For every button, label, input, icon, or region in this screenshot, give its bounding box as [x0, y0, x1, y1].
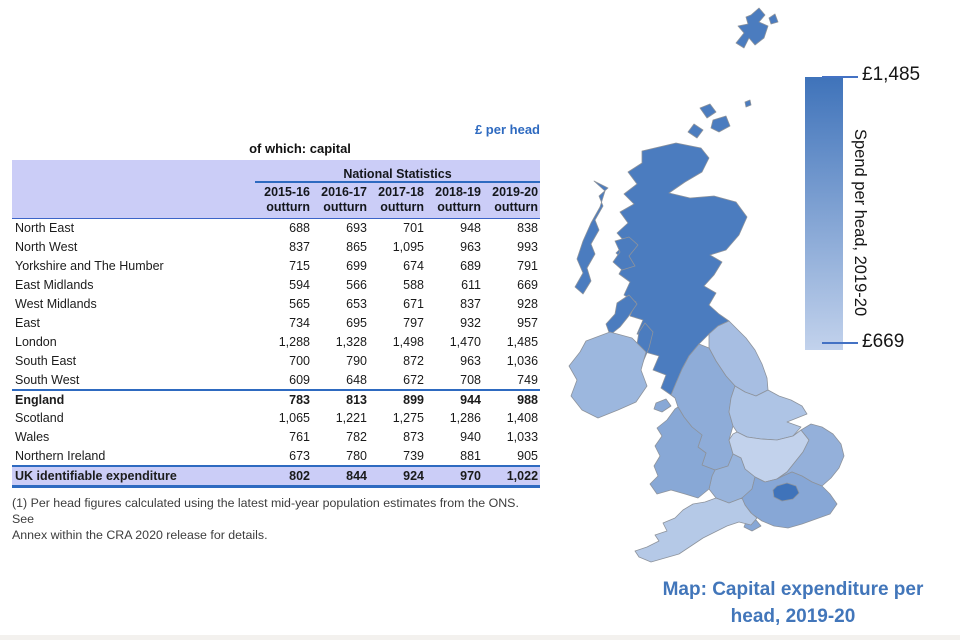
- value-cell: 700: [289, 354, 310, 368]
- map-region-scotland-orkney: [688, 104, 730, 138]
- value-cell: 1,288: [278, 335, 310, 349]
- region-name: Scotland: [15, 411, 64, 425]
- col-header-2018-19: 2018-19 outturn: [426, 182, 483, 219]
- legend-min-label: £669: [862, 331, 905, 352]
- value-cell: 790: [346, 354, 367, 368]
- table-row: [12, 390, 540, 409]
- value-cell: 1,286: [449, 411, 481, 425]
- value-cell: 648: [346, 372, 367, 387]
- table-row: [12, 238, 540, 257]
- map-region-wales-anglesey: [654, 399, 671, 412]
- value-cell: 672: [403, 372, 424, 387]
- table-row: [12, 352, 540, 371]
- bottom-edge: [0, 635, 960, 640]
- region-name: North West: [15, 240, 78, 254]
- value-cell: 699: [346, 259, 367, 273]
- table-row: [12, 428, 540, 447]
- group-header-row: [12, 160, 540, 182]
- value-cell: 715: [289, 259, 310, 273]
- footnote-line1: (1) Per head figures calculated using the latest mid-year population estimates from the ONS. See: [12, 496, 519, 526]
- value-cell: 609: [289, 372, 310, 387]
- legend-axis-label: Spend per head, 2019-20: [851, 128, 869, 317]
- map-region-scotland-hebrides: [575, 181, 608, 294]
- value-cell: 837: [460, 297, 481, 311]
- legend-tick-min: [822, 342, 858, 344]
- col-header-2015-16: 2015-16 outturn: [255, 182, 312, 219]
- value-cell: 653: [346, 297, 367, 311]
- value-cell: 988: [483, 390, 540, 409]
- value-cell: 932: [460, 316, 481, 330]
- value-cell: 1,095: [392, 240, 424, 254]
- table-row: [12, 219, 540, 238]
- value-cell: 674: [403, 259, 424, 273]
- footnote-line2: Annex within the CRA 2020 release for details.: [12, 528, 268, 542]
- value-cell: 837: [289, 240, 310, 254]
- value-cell: 1,470: [449, 335, 481, 349]
- value-cell: 993: [517, 240, 539, 254]
- value-cell: 688: [289, 221, 310, 236]
- legend-max-label: £1,485: [862, 64, 921, 85]
- table-row: [12, 295, 540, 314]
- value-cell: 734: [289, 316, 310, 330]
- value-cell: 739: [403, 448, 424, 463]
- value-cell: 970: [426, 466, 483, 487]
- value-cell: 1,498: [392, 335, 424, 349]
- map-caption: [628, 576, 958, 630]
- value-cell: 669: [517, 278, 539, 292]
- value-cell: 928: [517, 297, 539, 311]
- table-row: [12, 314, 540, 333]
- map-region-scotland-shetland: [736, 8, 778, 107]
- table-body: [12, 219, 540, 487]
- value-cell: 1,036: [506, 354, 539, 368]
- value-cell: 780: [346, 448, 367, 463]
- col-header-2019-20: 2019-20 outturn: [483, 182, 540, 219]
- value-cell: 905: [517, 448, 539, 463]
- value-cell: 1,022: [483, 466, 540, 487]
- region-name: Wales: [15, 430, 50, 444]
- region-name: UK identifiable expenditure: [12, 466, 255, 487]
- region-name: West Midlands: [15, 297, 97, 311]
- region-name: East Midlands: [15, 278, 94, 292]
- value-cell: 1,275: [392, 411, 424, 425]
- value-cell: 708: [460, 372, 481, 387]
- table-row: [12, 447, 540, 466]
- value-cell: 1,065: [278, 411, 310, 425]
- map-region-south-west: [635, 498, 757, 562]
- table-title: of which: capital: [249, 141, 351, 156]
- value-cell: 782: [346, 430, 367, 444]
- value-cell: 924: [369, 466, 426, 487]
- map-caption-line2: head, 2019-20: [730, 606, 856, 627]
- value-cell: 838: [517, 221, 539, 236]
- table-row: [12, 409, 540, 428]
- value-cell: 881: [460, 448, 481, 463]
- table-header: [12, 160, 540, 219]
- col-header-2016-17: 2016-17 outturn: [312, 182, 369, 219]
- legend-tick-max: [822, 76, 858, 78]
- value-cell: 761: [289, 430, 310, 444]
- region-name: North East: [15, 221, 75, 236]
- region-name: South West: [15, 372, 80, 387]
- table-row: [12, 466, 540, 487]
- value-cell: 701: [403, 221, 424, 236]
- region-name: London: [15, 335, 57, 349]
- capital-expenditure-table-block: [12, 122, 540, 543]
- value-cell: 1,221: [335, 411, 367, 425]
- table-row: [12, 371, 540, 390]
- value-cell: 749: [517, 372, 539, 387]
- footnote: [12, 495, 536, 543]
- value-cell: 957: [517, 316, 539, 330]
- corner-cell: [12, 182, 255, 219]
- value-cell: 673: [289, 448, 310, 463]
- table-row: [12, 333, 540, 352]
- value-cell: 689: [460, 259, 481, 273]
- value-cell: 671: [403, 297, 424, 311]
- value-cell: 802: [255, 466, 312, 487]
- value-cell: 1,033: [506, 430, 539, 444]
- map-region-yorkshire: [729, 386, 807, 440]
- value-cell: 783: [255, 390, 312, 409]
- table-colheads: [12, 182, 540, 219]
- capital-expenditure-table: [12, 160, 540, 488]
- value-cell: 963: [460, 354, 481, 368]
- region-name: South East: [15, 354, 77, 368]
- value-cell: 695: [346, 316, 367, 330]
- region-name: East: [15, 316, 41, 330]
- value-cell: 565: [289, 297, 310, 311]
- corner-cell: [12, 160, 255, 182]
- region-name: Northern Ireland: [15, 448, 106, 463]
- value-cell: 588: [403, 278, 424, 292]
- map-caption-line1: Map: Capital expenditure per: [662, 579, 924, 600]
- value-cell: 844: [312, 466, 369, 487]
- value-cell: 1,485: [506, 335, 539, 349]
- value-cell: 594: [289, 278, 310, 292]
- value-cell: 813: [312, 390, 369, 409]
- value-cell: 963: [460, 240, 481, 254]
- unit-label: £ per head: [474, 122, 540, 137]
- value-cell: 944: [426, 390, 483, 409]
- value-cell: 940: [460, 430, 481, 444]
- value-cell: 948: [460, 221, 481, 236]
- value-cell: 872: [403, 354, 424, 368]
- value-cell: 566: [346, 278, 367, 292]
- region-name: Yorkshire and The Humber: [15, 259, 164, 273]
- col-header-2017-18: 2017-18 outturn: [369, 182, 426, 219]
- value-cell: 797: [403, 316, 424, 330]
- map-region-northern-ireland: [569, 332, 647, 418]
- value-cell: 899: [369, 390, 426, 409]
- group-header: National Statistics: [255, 160, 540, 182]
- value-cell: 865: [346, 240, 367, 254]
- legend-gradient-bar: [805, 77, 843, 350]
- value-cell: 873: [403, 430, 424, 444]
- value-cell: 1,408: [506, 411, 539, 425]
- region-name: England: [12, 390, 255, 409]
- table-row: [12, 257, 540, 276]
- value-cell: 611: [461, 278, 481, 292]
- value-cell: 1,328: [335, 335, 367, 349]
- value-cell: 791: [517, 259, 539, 273]
- value-cell: 693: [346, 221, 367, 236]
- table-row: [12, 276, 540, 295]
